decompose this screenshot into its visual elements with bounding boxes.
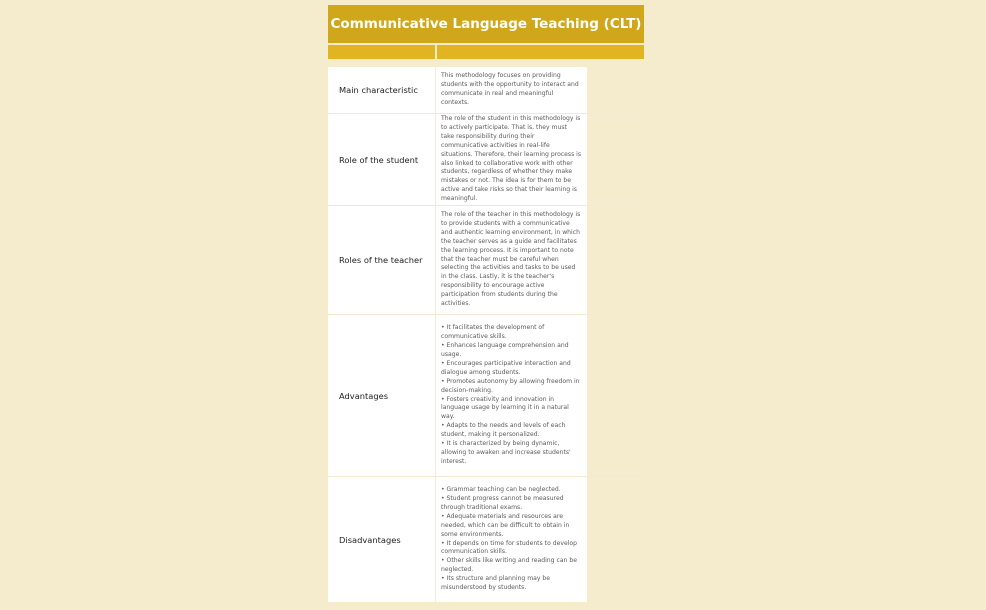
disadvantage-item: • Adequate materials and resources are needed, which can be difficult to obtain in some environments. — [441, 512, 570, 538]
clt-document — [328, 5, 644, 602]
clt-table — [328, 67, 644, 602]
disadvantage-item: • Its structure and planning may be misunderstood by students. — [441, 575, 551, 592]
table-row-disadvantages — [328, 477, 644, 602]
advantage-item: • Fosters creativity and innovation in language usage by learning it in a natural way. — [441, 395, 569, 421]
row-content: This methodology focuses on providing students with the opportunity to interact and communicate in real and meaningful contexts. — [436, 67, 587, 113]
advantage-item: • Adapts to the needs and levels of each student, making it personalized. — [441, 422, 566, 439]
table-row-advantages — [328, 315, 644, 477]
header-cell-right — [437, 45, 644, 59]
row-label: Roles of the teacher — [328, 206, 435, 314]
row-content — [436, 477, 587, 602]
advantage-item: • It facilitates the development of communicative skills. — [441, 324, 545, 341]
table-row-roles-of-teacher — [328, 206, 644, 315]
table-row-role-of-student — [328, 114, 644, 206]
disadvantage-item: • It depends on time for students to develop communication skills. — [441, 539, 578, 556]
header-cell-left — [328, 45, 435, 59]
row-content — [436, 315, 587, 476]
row-content: The role of the teacher in this methodology is to provide students with a communicative and authentic learning environment, in which the teacher serves as a guide and facilitates the learning process. It is important to note that the teacher must be careful when selecting the activities and tasks to be used in the class. Lastly, it is the teacher's responsibility to encourage active participation from students during the activities. — [436, 206, 587, 314]
disadvantage-item: • Student progress cannot be measured through traditional exams. — [441, 494, 564, 511]
advantage-item: • Promotes autonomy by allowing freedom in decision-making. — [441, 377, 580, 394]
advantage-item: • It is characterized by being dynamic, allowing to awaken and increase students' interest. — [441, 440, 571, 465]
row-label: Disadvantages — [328, 477, 435, 602]
row-content: The role of the student in this methodology is to actively participate. That is, they must take responsibility during their communicative activities in real-life situations. Therefore, their learning process is also linked to collaborative work with other students, regardless of whether they make mistakes or not. The idea is for them to be active and take risks so that their learning is meaningful. — [436, 114, 587, 205]
advantage-item: • Encourages participative interaction and dialogue among students. — [441, 359, 571, 376]
disadvantage-item: • Grammar teaching can be neglected. — [441, 486, 561, 494]
advantage-item: • Enhances language comprehension and usage. — [441, 342, 569, 358]
row-label: Role of the student — [328, 114, 435, 205]
row-label: Advantages — [328, 315, 435, 476]
table-row-main-characteristic — [328, 67, 644, 114]
header-bar — [328, 45, 644, 59]
document-title: Communicative Language Teaching (CLT) — [328, 5, 644, 43]
row-label: Main characteristic — [328, 67, 435, 113]
disadvantage-item: • Other skills like writing and reading can be neglected. — [441, 557, 577, 574]
